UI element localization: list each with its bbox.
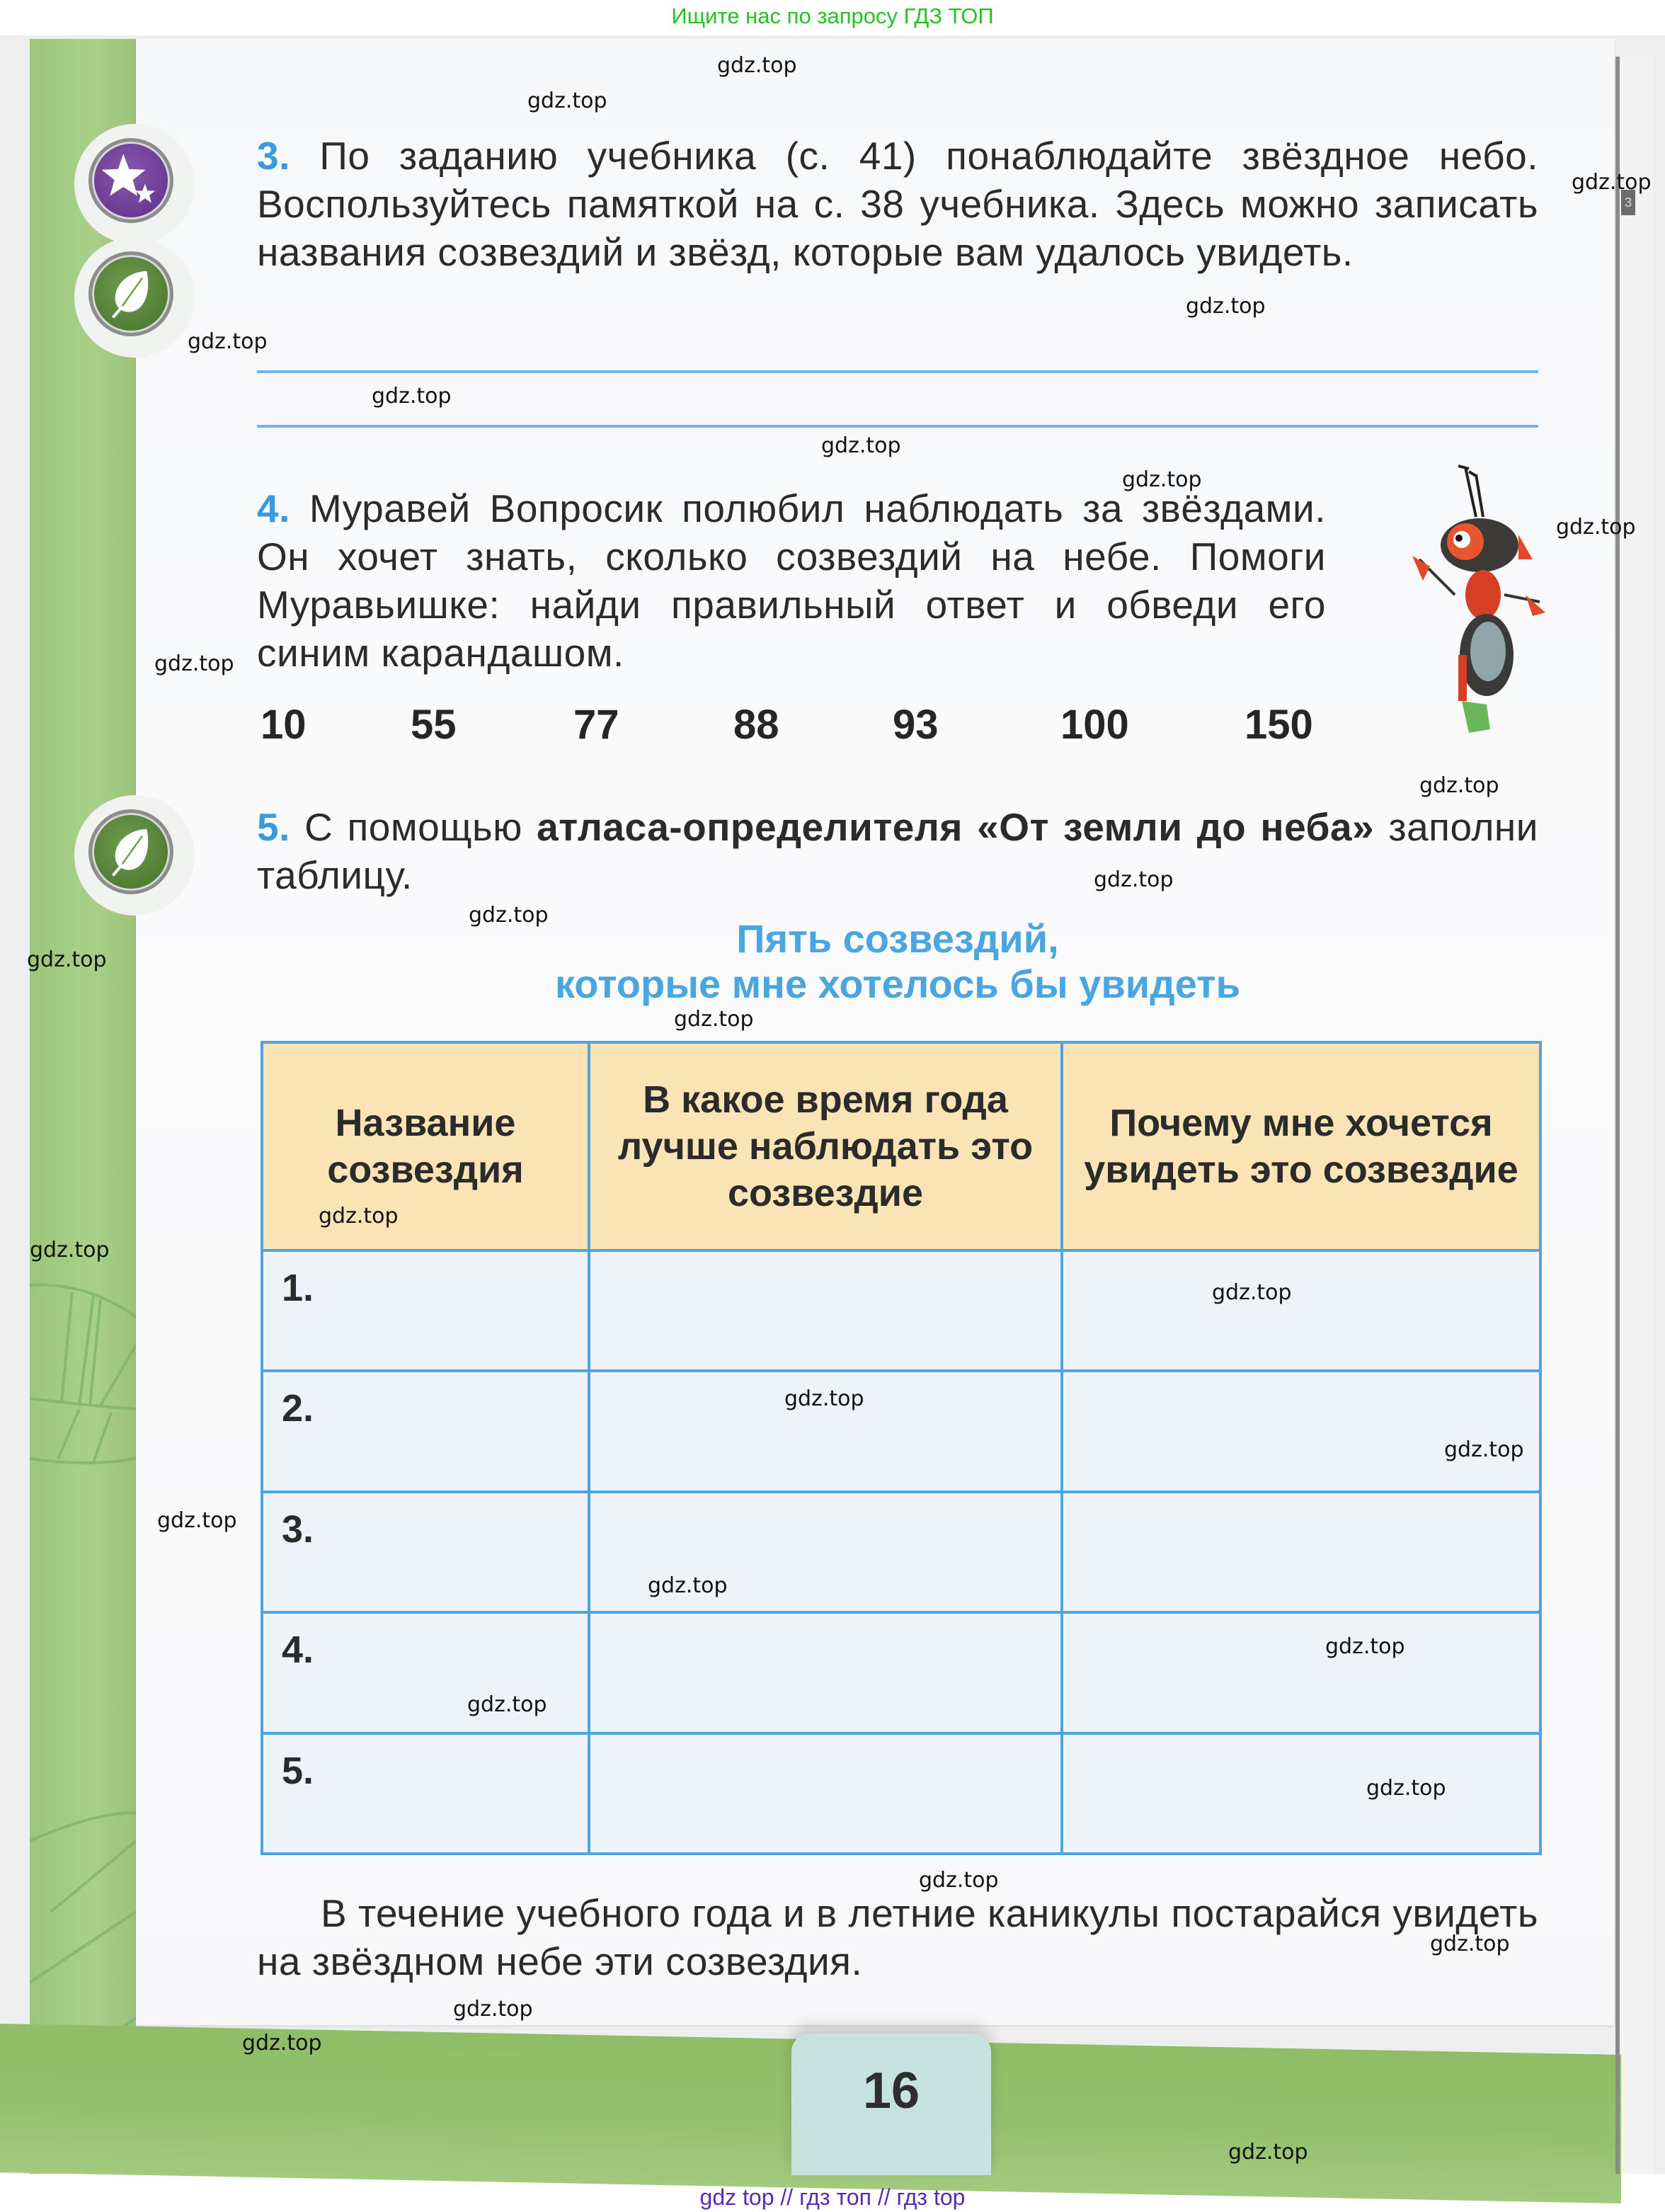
leaf-badge [88,809,173,894]
task-4-number: 4. [257,486,290,530]
header-why-see: Почему мне хочется увидеть это созвездие [1062,1042,1540,1250]
watermark: gdz.top [784,1386,864,1411]
cell-name[interactable] [262,1371,589,1491]
header-constellation-name: Название созвездия [262,1042,589,1250]
task-4-text: Муравей Вопросик полюбил наблюдать за звёздами. Он хочет знать, сколько созвездий на небе. Помоги Муравьишке: найди правильный ответ и обведи его синим карандашом. [257,486,1326,675]
ant-illustration [1405,453,1547,736]
watermark: gdz.top [1430,1932,1510,1956]
leaf-pattern-decoration [30,1204,136,2167]
option-100[interactable]: 100 [1060,702,1129,748]
cell-name[interactable] [262,1492,589,1612]
watermark: gdz.top [821,433,901,458]
cell-reason[interactable] [1062,1733,1540,1854]
option-77[interactable]: 77 [573,702,619,748]
page-edge [1621,57,1653,2174]
answer-options [261,701,1322,758]
edge-marker: 3 [1621,190,1635,215]
task-5 [257,803,1538,899]
leaf-badge [88,251,173,336]
watermark: gdz.top [919,1868,999,1893]
option-88[interactable]: 88 [733,702,779,748]
task-4 [257,484,1326,677]
watermark: gdz.top [453,1997,533,2022]
row-number: 1. [282,1267,314,1309]
cell-season[interactable] [589,1612,1062,1733]
task-3-text: По заданию учебника (с. 41) понаблюдайте звёздное небо. Воспользуйтесь памяткой на с. 38 учебника. Здесь можно записать названия созвездий и звёзд, которые вам удалось увидеть. [257,134,1539,274]
task-5-text-after: заполни таблицу. [257,805,1539,897]
task-3 [257,132,1538,276]
row-number: 2. [282,1387,314,1430]
book-spine [1615,57,1620,2174]
option-55[interactable]: 55 [411,702,457,748]
watermark: gdz.top [1556,515,1636,540]
table-row [262,1733,1540,1854]
watermark: gdz.top [30,1238,110,1262]
cell-name[interactable] [262,1733,589,1854]
cell-reason[interactable] [1062,1612,1540,1733]
row-number: 5. [282,1749,314,1792]
leaf-icon [103,823,159,880]
watermark: gdz.top [1094,867,1174,892]
cell-reason[interactable] [1062,1250,1540,1371]
watermark: gdz.top [527,89,607,113]
watermark: gdz.top [674,1007,754,1032]
watermark: gdz.top [1186,294,1266,319]
cell-season[interactable] [589,1733,1062,1854]
row-number: 4. [282,1629,314,1672]
watermark: gdz.top [1212,1280,1292,1305]
watermark: gdz.top [1325,1634,1405,1659]
star-icon [99,149,163,212]
cell-season[interactable] [589,1250,1062,1371]
table-row [262,1492,1540,1612]
star-badge [88,138,173,223]
watermark: gdz.top [467,1692,547,1717]
watermark: gdz.top [242,2031,322,2056]
watermark: gdz.top [372,384,452,409]
watermark: gdz.top [1122,467,1202,492]
option-150[interactable]: 150 [1245,702,1313,748]
watermark: gdz.top [469,903,549,928]
header-best-season: В какое время года лучше наблюдать это созвездие [589,1042,1062,1250]
answer-line-2[interactable] [257,425,1538,428]
table-row [262,1250,1540,1371]
watermark: gdz.top [27,947,107,972]
task-5-text-before: С помощью [304,805,522,849]
cell-reason[interactable] [1062,1492,1540,1612]
table-row [262,1371,1540,1491]
watermark: gdz.top [717,53,797,78]
watermark: gdz.top [157,1508,237,1533]
watermark: gdz.top [1366,1776,1446,1801]
task-5-atlas-title: атласа-определителя «От земли до неба» [537,805,1375,849]
watermark: gdz.top [1419,773,1499,798]
constellations-table [261,1041,1542,1855]
task-5-number: 5. [257,805,290,849]
watermark: gdz.top [154,651,234,676]
option-10[interactable]: 10 [261,702,307,748]
page-number-tab [791,2034,991,2175]
cell-name[interactable] [262,1250,589,1371]
table-title-line-1: Пять созвездий, [736,916,1059,961]
table-title-line-2: которые мне хотелось бы увидеть [554,962,1241,1006]
footer-watermark[interactable]: gdz top // гдз топ // гдз top [699,2184,966,2210]
watermark: gdz.top [648,1573,728,1598]
cell-reason[interactable] [1062,1371,1540,1491]
answer-line-1[interactable] [257,370,1538,373]
table-row [262,1612,1540,1733]
watermark: gdz.top [319,1204,399,1228]
row-number: 3. [282,1507,314,1551]
watermark: gdz.top [1572,170,1652,195]
watermark: gdz.top [1444,1437,1524,1462]
watermark: gdz.top [188,329,268,354]
watermark: gdz.top [1228,2140,1308,2165]
page-number: 16 [862,2063,920,2119]
task-3-number: 3. [257,134,290,178]
search-banner[interactable]: Ищите нас по запросу ГДЗ ТОП [671,4,994,28]
closing-text: В течение учебного года и в летние каникулы постарайся увидеть на звёздном небе эти созвездия. [257,1891,1538,1983]
leaf-icon [103,266,159,322]
option-93[interactable]: 93 [893,702,939,748]
